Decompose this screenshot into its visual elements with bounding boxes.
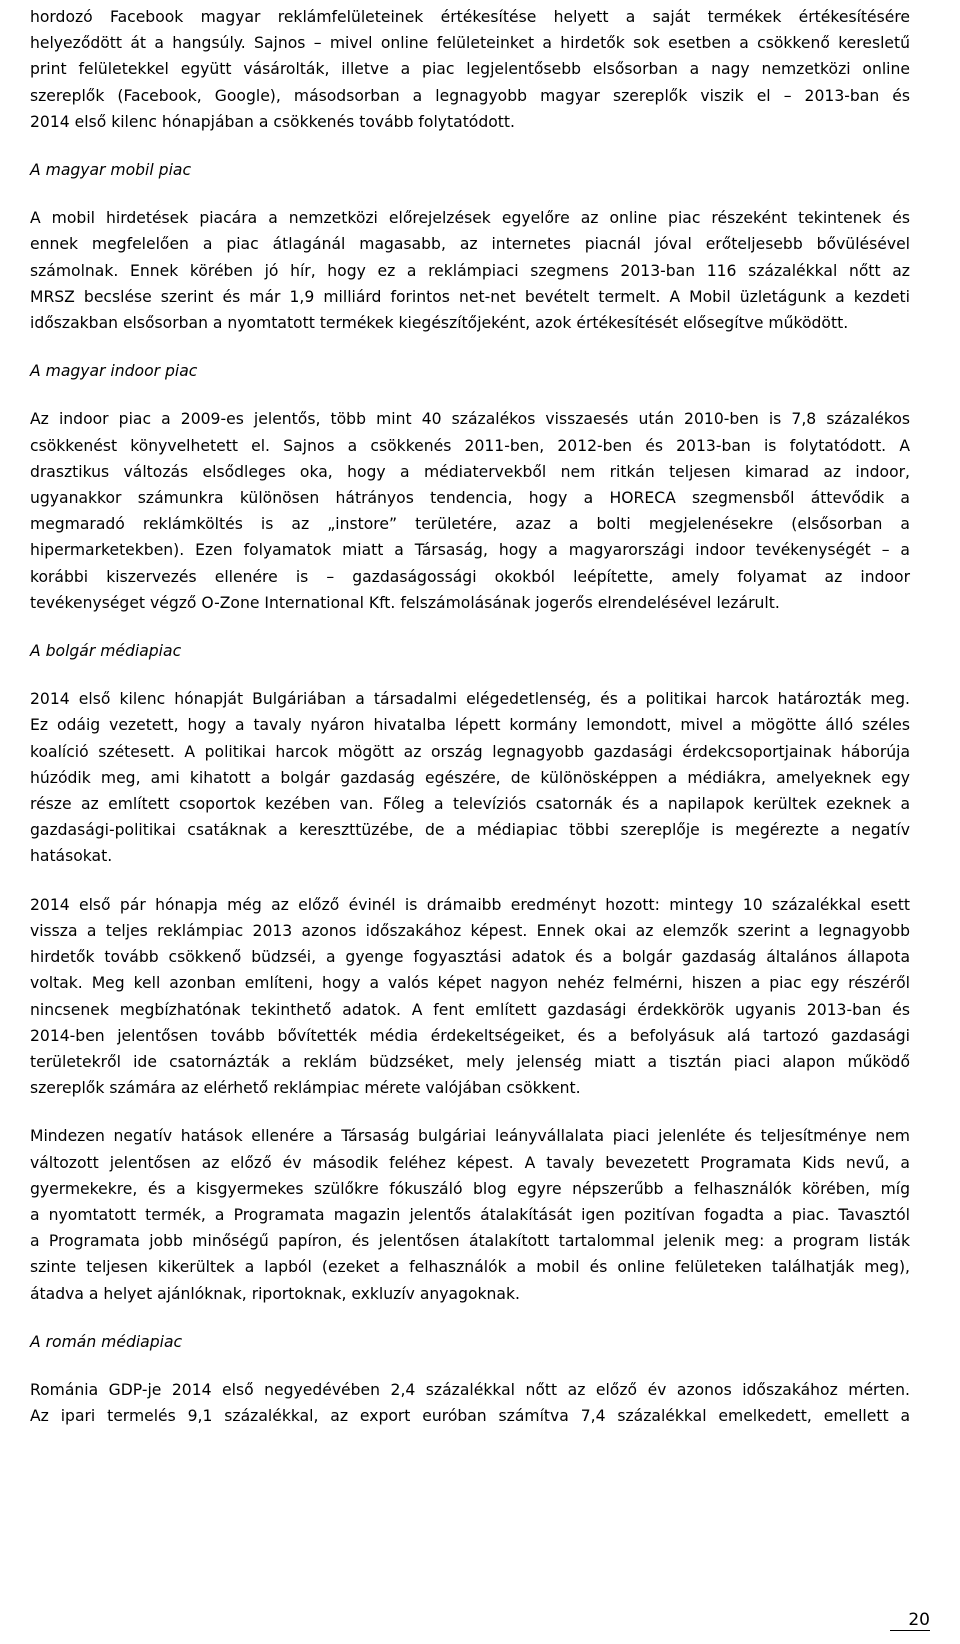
paragraph-facebook-print (30, 4, 910, 135)
text-line: számolnak. Ennek körében jó hír, hogy ez a reklámpiaci szegmens 2013-ban 116 százalékkal nőtt az (30, 261, 910, 280)
text-line: Ez odáig vezetett, hogy a tavaly nyáron hivatalba lépett kormány lemondott, mivel a mögötte álló széles (30, 716, 910, 735)
text-line: drasztikus változás elsődleges oka, hogy a médiatervekből nem ritkán teljesen kimarad az indoor, (30, 462, 910, 481)
page-content (30, 0, 910, 1429)
text-line: nincsenek megbízhatónak tekinthető adatok. A fent említett gazdasági érdekkörök ugyanis 2013-ban és (30, 1000, 910, 1019)
text-line: hatásokat. (30, 847, 113, 866)
text-line: gyermekekre, és a kisgyermekes szülőkre fókuszáló blog egyre népszerűbb a felhasználók körében, míg (30, 1179, 910, 1198)
text-line: része az említett csoportok kezében van. Főleg a televíziós csatornák és a napilapok kerültek ezeknek a (30, 795, 910, 814)
text-line: hirdetők tovább csökkenő büdzséi, a gyenge fogyasztási adatok és a bolgár gazdaság általános állapota (30, 948, 910, 967)
text-line: megmaradó reklámköltés is az „instore” területére, azaz a bolti megjelenésekre (elsősorban a (30, 515, 910, 534)
text-line: szereplők számára az elérhető reklámpiac mérete valójában csökkent. (30, 1079, 581, 1098)
section-heading-bulgarian: A bolgár médiapiac (30, 642, 182, 661)
section-heading-mobile: A magyar mobil piac (30, 161, 192, 180)
text-line: szinte teljesen kikerültek a lapból (ezeket a felhasználók a mobil és online felületeken találhatják meg), (30, 1258, 910, 1277)
text-line: változott jelentősen az előző év második feléhez képest. A tavaly bevezetett Programata Kids nevű, a (30, 1153, 910, 1172)
text-line: hipermarketekben). Ezen folyamatok miatt a Társaság, hogy a magyarországi indoor tevékenységét – a (30, 541, 910, 560)
paragraph-bulgaria-adspend (30, 892, 910, 1102)
text-line: helyeződött át a hangsúly. Sajnos – mivel online felületeinket a hirdetők sok esetben a csökkenő keresletű (30, 34, 910, 53)
text-line: Az ipari termelés 9,1 százalékkal, az export euróban számítva 7,4 százalékkal emelkedett, emellett a (30, 1407, 910, 1426)
paragraph-mobile (30, 205, 910, 336)
text-line: húzódik meg, ami kihatott a bolgár gazdaság egészére, de különösképpen a médiákra, amelyeknek egy (30, 768, 910, 787)
text-line: ennek megfelelően a piac átlagánál magasabb, az internetes piacnál jóval erőteljesebb bővülésével (30, 235, 910, 254)
text-line: print felületekkel együtt vásárolták, illetve a piac legjelentősebb elsősorban a nagy nemzetközi online (30, 60, 910, 79)
text-line: Mindezen negatív hatások ellenére a Társaság bulgáriai leányvállalata piaci jelenléte és teljesítménye nem (30, 1127, 910, 1146)
paragraph-romania (30, 1377, 910, 1429)
text-line: 2014 első kilenc hónapját Bulgáriában a társadalmi elégedetlenség, és a politikai harcok határozták meg. (30, 690, 910, 709)
text-line: MRSZ becslése szerint és már 1,9 milliárd forintos net-net bevételt termelt. A Mobil üzletágunk a kezdeti (30, 287, 910, 306)
text-line: ugyanakkor számunkra különösen hátrányos tendencia, hogy a HORECA szegmensből áttevődik a (30, 489, 910, 508)
page-number: 20 (890, 1610, 930, 1631)
text-line: a nyomtatott termék, a Programata magazin jelentős átalakítását igen pozitívan fogadta a piac. Tavasztól (30, 1205, 910, 1224)
text-line: a Programata jobb minőségű papíron, és jelentősen átalakított tartalommal jelenik meg: a program listák (30, 1232, 910, 1251)
text-line: koalíció szétesett. A politikai harcok mögött az ország legnagyobb gazdasági érdekcsoportjainak háborúja (30, 742, 910, 761)
text-line: csökkenést könyvelhetett el. Sajnos a csökkenés 2011-ben, 2012-ben és 2013-ban is folytatódott. A (30, 436, 910, 455)
text-line: tevékenységet végző O-Zone International Kft. felszámolásának jogerős elrendelésével lezárult. (30, 593, 780, 612)
text-line: időszakban elsősorban a nyomtatott termékek kiegészítőjeként, azok értékesítését elősegítve működött. (30, 314, 849, 333)
text-line: A mobil hirdetések piacára a nemzetközi előrejelzések egyelőre az online piac részeként tekintenek és (30, 209, 910, 228)
text-line: Románia GDP-je 2014 első negyedévében 2,4 százalékkal nőtt az előző év azonos időszakához mérten. (30, 1380, 910, 1399)
paragraph-indoor (30, 406, 910, 616)
text-line: gazdasági-politikai csatáknak a kereszttüzébe, de a médiapiac többi szereplője is megérezte a negatív (30, 821, 910, 840)
text-line: 2014 első pár hónapja még az előző évinél is drámaibb eredményt hozott: mintegy 10 százalékkal esett (30, 895, 910, 914)
text-line: korábbi kiszervezés ellenére is – gazdaságossági okokból leépítette, amely folyamat az indoor (30, 567, 910, 586)
text-line: átadva a helyet ajánlóknak, riportoknak, exkluzív anyagoknak. (30, 1284, 520, 1303)
text-line: 2014-ben jelentősen tovább bővítették média érdekeltségeiket, és a befolyásuk alá tartozó gazdasági (30, 1026, 910, 1045)
text-line: voltak. Meg kell azonban említeni, hogy a valós képet nagyon nehéz felmérni, hiszen a piac egy részéről (30, 974, 910, 993)
paragraph-bulgaria-subsidiary (30, 1123, 910, 1306)
paragraph-bulgaria-politics (30, 686, 910, 869)
text-line: területekről ide csatornázták a reklám büdzséket, mely jelenség miatt a tisztán piaci alapon működő (30, 1052, 910, 1071)
text-line: 2014 első kilenc hónapjában a csökkenés tovább folytatódott. (30, 112, 515, 131)
text-line: vissza a teljes reklámpiac 2013 azonos időszakához képest. Ennek okai az elemzők szerint a legnagyobb (30, 921, 910, 940)
text-line: Az indoor piac a 2009-es jelentős, több mint 40 százalékos visszaesés után 2010-ben is 7,8 százalékos (30, 410, 910, 429)
text-line: szereplők (Facebook, Google), másodsorban a legnagyobb magyar szereplők viszik el – 2013-ban és (30, 86, 910, 105)
section-heading-romanian: A román médiapiac (30, 1332, 183, 1351)
section-heading-indoor: A magyar indoor piac (30, 362, 198, 381)
text-line: hordozó Facebook magyar reklámfelületeinek értékesítése helyett a saját termékek értékesítésére (30, 8, 910, 26)
